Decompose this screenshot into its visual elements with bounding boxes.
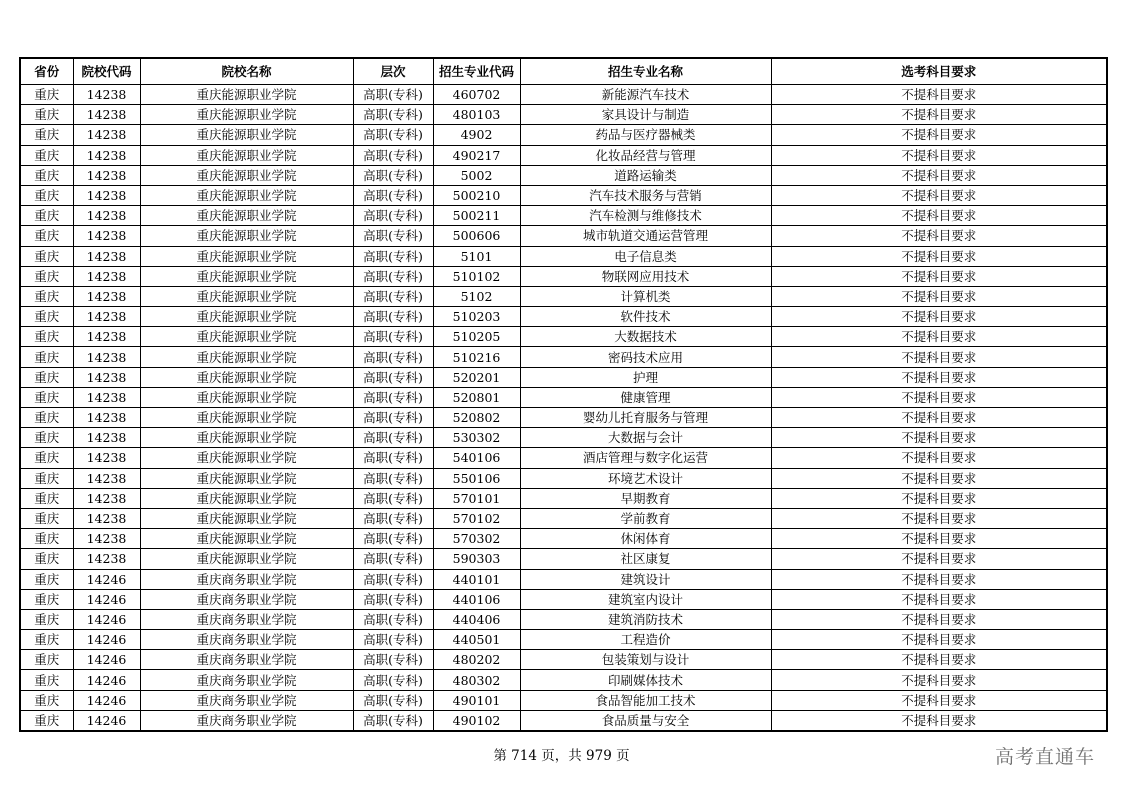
cell-subject-requirement: 不提科目要求 [771, 145, 1107, 165]
cell-school-code: 14238 [73, 165, 140, 185]
table-row [20, 246, 1107, 266]
cell-major-name: 软件技术 [520, 307, 771, 327]
cell-level: 高职(专科) [353, 307, 433, 327]
header-school-code: 院校代码 [73, 58, 140, 85]
cell-subject-requirement: 不提科目要求 [771, 670, 1107, 690]
table-row [20, 367, 1107, 387]
cell-major-code: 480302 [433, 670, 520, 690]
cell-school-code: 14246 [73, 609, 140, 629]
cell-school-name: 重庆能源职业学院 [140, 286, 353, 306]
cell-major-code: 550106 [433, 468, 520, 488]
cell-major-name: 大数据与会计 [520, 428, 771, 448]
cell-major-code: 5101 [433, 246, 520, 266]
cell-major-name: 建筑室内设计 [520, 589, 771, 609]
cell-subject-requirement: 不提科目要求 [771, 307, 1107, 327]
cell-school-code: 14246 [73, 589, 140, 609]
cell-province: 重庆 [20, 307, 73, 327]
cell-province: 重庆 [20, 367, 73, 387]
cell-school-code: 14238 [73, 125, 140, 145]
table-row [20, 650, 1107, 670]
cell-school-code: 14238 [73, 529, 140, 549]
cell-major-name: 婴幼儿托育服务与管理 [520, 408, 771, 428]
admissions-table [19, 57, 1108, 732]
cell-major-name: 电子信息类 [520, 246, 771, 266]
cell-school-code: 14238 [73, 428, 140, 448]
cell-major-name: 城市轨道交通运营管理 [520, 226, 771, 246]
cell-province: 重庆 [20, 448, 73, 468]
cell-major-name: 社区康复 [520, 549, 771, 569]
table-row [20, 468, 1107, 488]
cell-school-name: 重庆能源职业学院 [140, 165, 353, 185]
cell-level: 高职(专科) [353, 448, 433, 468]
cell-school-code: 14238 [73, 286, 140, 306]
cell-major-name: 计算机类 [520, 286, 771, 306]
cell-school-name: 重庆能源职业学院 [140, 307, 353, 327]
table-row [20, 145, 1107, 165]
cell-subject-requirement: 不提科目要求 [771, 609, 1107, 629]
cell-school-code: 14238 [73, 448, 140, 468]
cell-school-code: 14238 [73, 408, 140, 428]
table-row [20, 549, 1107, 569]
cell-level: 高职(专科) [353, 710, 433, 731]
cell-school-code: 14238 [73, 347, 140, 367]
cell-major-name: 汽车检测与维修技术 [520, 206, 771, 226]
cell-school-name: 重庆能源职业学院 [140, 488, 353, 508]
cell-major-code: 510102 [433, 266, 520, 286]
cell-school-name: 重庆能源职业学院 [140, 529, 353, 549]
cell-school-name: 重庆能源职业学院 [140, 549, 353, 569]
table-row [20, 690, 1107, 710]
table-row [20, 387, 1107, 407]
cell-level: 高职(专科) [353, 367, 433, 387]
cell-province: 重庆 [20, 589, 73, 609]
table-row [20, 347, 1107, 367]
cell-school-code: 14246 [73, 690, 140, 710]
cell-school-name: 重庆能源职业学院 [140, 226, 353, 246]
cell-school-name: 重庆商务职业学院 [140, 589, 353, 609]
cell-subject-requirement: 不提科目要求 [771, 690, 1107, 710]
cell-school-code: 14238 [73, 185, 140, 205]
cell-province: 重庆 [20, 630, 73, 650]
cell-school-name: 重庆能源职业学院 [140, 408, 353, 428]
table-row [20, 670, 1107, 690]
cell-major-code: 520801 [433, 387, 520, 407]
cell-subject-requirement: 不提科目要求 [771, 650, 1107, 670]
cell-major-code: 570102 [433, 508, 520, 528]
cell-school-code: 14238 [73, 206, 140, 226]
cell-subject-requirement: 不提科目要求 [771, 408, 1107, 428]
cell-major-code: 510205 [433, 327, 520, 347]
cell-major-name: 护理 [520, 367, 771, 387]
cell-level: 高职(专科) [353, 246, 433, 266]
cell-major-name: 建筑设计 [520, 569, 771, 589]
cell-major-name: 汽车技术服务与营销 [520, 185, 771, 205]
cell-major-code: 4902 [433, 125, 520, 145]
cell-school-name: 重庆能源职业学院 [140, 206, 353, 226]
cell-major-code: 500211 [433, 206, 520, 226]
cell-major-name: 环境艺术设计 [520, 468, 771, 488]
header-school-name: 院校名称 [140, 58, 353, 85]
cell-major-name: 健康管理 [520, 387, 771, 407]
cell-province: 重庆 [20, 85, 73, 105]
cell-province: 重庆 [20, 125, 73, 145]
cell-level: 高职(专科) [353, 468, 433, 488]
cell-major-name: 早期教育 [520, 488, 771, 508]
cell-province: 重庆 [20, 569, 73, 589]
cell-subject-requirement: 不提科目要求 [771, 549, 1107, 569]
cell-subject-requirement: 不提科目要求 [771, 246, 1107, 266]
cell-school-name: 重庆能源职业学院 [140, 468, 353, 488]
cell-major-name: 印刷媒体技术 [520, 670, 771, 690]
cell-school-name: 重庆商务职业学院 [140, 650, 353, 670]
cell-province: 重庆 [20, 690, 73, 710]
cell-major-name: 密码技术应用 [520, 347, 771, 367]
table-row [20, 428, 1107, 448]
cell-subject-requirement: 不提科目要求 [771, 367, 1107, 387]
watermark-logo-text: 高考直通车 [994, 746, 1095, 768]
cell-major-code: 520802 [433, 408, 520, 428]
cell-major-name: 化妆品经营与管理 [520, 145, 771, 165]
cell-school-name: 重庆能源职业学院 [140, 448, 353, 468]
cell-school-code: 14246 [73, 630, 140, 650]
cell-province: 重庆 [20, 549, 73, 569]
cell-level: 高职(专科) [353, 185, 433, 205]
cell-major-name: 新能源汽车技术 [520, 85, 771, 105]
table-body [20, 85, 1107, 732]
table-header-row [20, 58, 1107, 85]
cell-level: 高职(专科) [353, 125, 433, 145]
cell-subject-requirement: 不提科目要求 [771, 630, 1107, 650]
cell-school-name: 重庆能源职业学院 [140, 367, 353, 387]
cell-province: 重庆 [20, 710, 73, 731]
table-row [20, 286, 1107, 306]
cell-major-name: 建筑消防技术 [520, 609, 771, 629]
table-row [20, 105, 1107, 125]
cell-level: 高职(专科) [353, 266, 433, 286]
cell-major-code: 590303 [433, 549, 520, 569]
table-row [20, 165, 1107, 185]
cell-level: 高职(专科) [353, 408, 433, 428]
cell-level: 高职(专科) [353, 145, 433, 165]
cell-school-code: 14238 [73, 85, 140, 105]
cell-subject-requirement: 不提科目要求 [771, 448, 1107, 468]
cell-school-name: 重庆能源职业学院 [140, 428, 353, 448]
cell-major-code: 490102 [433, 710, 520, 731]
table-row [20, 185, 1107, 205]
cell-subject-requirement: 不提科目要求 [771, 468, 1107, 488]
cell-major-code: 490101 [433, 690, 520, 710]
cell-subject-requirement: 不提科目要求 [771, 710, 1107, 731]
cell-province: 重庆 [20, 145, 73, 165]
cell-school-code: 14238 [73, 549, 140, 569]
cell-province: 重庆 [20, 609, 73, 629]
cell-subject-requirement: 不提科目要求 [771, 508, 1107, 528]
cell-school-name: 重庆能源职业学院 [140, 266, 353, 286]
table-row [20, 125, 1107, 145]
cell-major-name: 药品与医疗器械类 [520, 125, 771, 145]
cell-subject-requirement: 不提科目要求 [771, 327, 1107, 347]
cell-level: 高职(专科) [353, 650, 433, 670]
cell-level: 高职(专科) [353, 387, 433, 407]
cell-major-code: 520201 [433, 367, 520, 387]
cell-subject-requirement: 不提科目要求 [771, 125, 1107, 145]
cell-level: 高职(专科) [353, 165, 433, 185]
cell-major-code: 440106 [433, 589, 520, 609]
cell-school-name: 重庆能源职业学院 [140, 105, 353, 125]
table-row [20, 569, 1107, 589]
header-level: 层次 [353, 58, 433, 85]
cell-major-code: 5102 [433, 286, 520, 306]
cell-school-name: 重庆能源职业学院 [140, 327, 353, 347]
cell-school-name: 重庆能源职业学院 [140, 85, 353, 105]
cell-major-code: 540106 [433, 448, 520, 468]
cell-province: 重庆 [20, 387, 73, 407]
cell-major-code: 480103 [433, 105, 520, 125]
cell-major-code: 5002 [433, 165, 520, 185]
cell-major-name: 工程造价 [520, 630, 771, 650]
cell-school-name: 重庆商务职业学院 [140, 670, 353, 690]
cell-school-code: 14238 [73, 246, 140, 266]
cell-major-code: 460702 [433, 85, 520, 105]
cell-school-code: 14246 [73, 650, 140, 670]
cell-subject-requirement: 不提科目要求 [771, 105, 1107, 125]
cell-school-code: 14238 [73, 367, 140, 387]
cell-province: 重庆 [20, 529, 73, 549]
cell-school-code: 14246 [73, 710, 140, 731]
cell-school-name: 重庆能源职业学院 [140, 347, 353, 367]
cell-major-name: 物联网应用技术 [520, 266, 771, 286]
cell-province: 重庆 [20, 246, 73, 266]
cell-school-code: 14238 [73, 508, 140, 528]
cell-school-code: 14238 [73, 488, 140, 508]
cell-major-name: 酒店管理与数字化运营 [520, 448, 771, 468]
cell-subject-requirement: 不提科目要求 [771, 428, 1107, 448]
cell-school-name: 重庆能源职业学院 [140, 185, 353, 205]
cell-school-name: 重庆商务职业学院 [140, 630, 353, 650]
table-row [20, 529, 1107, 549]
page-number: 第 714 页，共 979 页 [493, 748, 630, 764]
cell-major-code: 440501 [433, 630, 520, 650]
cell-province: 重庆 [20, 650, 73, 670]
cell-school-code: 14246 [73, 569, 140, 589]
cell-school-name: 重庆能源职业学院 [140, 145, 353, 165]
cell-school-code: 14238 [73, 105, 140, 125]
cell-level: 高职(专科) [353, 347, 433, 367]
cell-school-name: 重庆能源职业学院 [140, 125, 353, 145]
table-row [20, 508, 1107, 528]
cell-province: 重庆 [20, 670, 73, 690]
cell-province: 重庆 [20, 468, 73, 488]
cell-level: 高职(专科) [353, 428, 433, 448]
cell-major-code: 490217 [433, 145, 520, 165]
cell-major-code: 440406 [433, 609, 520, 629]
cell-school-name: 重庆商务职业学院 [140, 690, 353, 710]
table-row [20, 307, 1107, 327]
cell-major-name: 食品质量与安全 [520, 710, 771, 731]
cell-province: 重庆 [20, 206, 73, 226]
cell-subject-requirement: 不提科目要求 [771, 347, 1107, 367]
cell-province: 重庆 [20, 508, 73, 528]
cell-major-code: 510203 [433, 307, 520, 327]
cell-major-code: 530302 [433, 428, 520, 448]
cell-province: 重庆 [20, 347, 73, 367]
cell-subject-requirement: 不提科目要求 [771, 165, 1107, 185]
cell-school-name: 重庆商务职业学院 [140, 710, 353, 731]
cell-major-name: 休闲体育 [520, 529, 771, 549]
cell-major-code: 570101 [433, 488, 520, 508]
cell-subject-requirement: 不提科目要求 [771, 266, 1107, 286]
cell-school-code: 14238 [73, 387, 140, 407]
cell-province: 重庆 [20, 105, 73, 125]
cell-school-name: 重庆能源职业学院 [140, 246, 353, 266]
cell-level: 高职(专科) [353, 609, 433, 629]
cell-subject-requirement: 不提科目要求 [771, 387, 1107, 407]
cell-province: 重庆 [20, 428, 73, 448]
cell-major-code: 510216 [433, 347, 520, 367]
table-row [20, 488, 1107, 508]
cell-school-code: 14238 [73, 327, 140, 347]
cell-level: 高职(专科) [353, 327, 433, 347]
cell-major-code: 500606 [433, 226, 520, 246]
cell-province: 重庆 [20, 327, 73, 347]
cell-major-name: 学前教育 [520, 508, 771, 528]
table-row [20, 630, 1107, 650]
cell-level: 高职(专科) [353, 85, 433, 105]
cell-major-name: 包装策划与设计 [520, 650, 771, 670]
table-row [20, 448, 1107, 468]
cell-province: 重庆 [20, 165, 73, 185]
cell-province: 重庆 [20, 488, 73, 508]
cell-province: 重庆 [20, 408, 73, 428]
cell-school-code: 14246 [73, 670, 140, 690]
cell-subject-requirement: 不提科目要求 [771, 488, 1107, 508]
cell-subject-requirement: 不提科目要求 [771, 226, 1107, 246]
cell-major-code: 440101 [433, 569, 520, 589]
cell-school-code: 14238 [73, 226, 140, 246]
header-province: 省份 [20, 58, 73, 85]
cell-school-code: 14238 [73, 307, 140, 327]
cell-school-name: 重庆能源职业学院 [140, 508, 353, 528]
cell-level: 高职(专科) [353, 589, 433, 609]
cell-major-code: 480202 [433, 650, 520, 670]
cell-major-name: 大数据技术 [520, 327, 771, 347]
table-row [20, 710, 1107, 731]
cell-school-name: 重庆商务职业学院 [140, 569, 353, 589]
cell-school-code: 14238 [73, 145, 140, 165]
table-row [20, 609, 1107, 629]
table-row [20, 266, 1107, 286]
cell-level: 高职(专科) [353, 529, 433, 549]
header-major-name: 招生专业名称 [520, 58, 771, 85]
table-row [20, 589, 1107, 609]
cell-level: 高职(专科) [353, 569, 433, 589]
cell-subject-requirement: 不提科目要求 [771, 529, 1107, 549]
cell-major-name: 食品智能加工技术 [520, 690, 771, 710]
cell-major-name: 家具设计与制造 [520, 105, 771, 125]
cell-level: 高职(专科) [353, 105, 433, 125]
cell-level: 高职(专科) [353, 670, 433, 690]
cell-level: 高职(专科) [353, 690, 433, 710]
cell-major-code: 570302 [433, 529, 520, 549]
cell-level: 高职(专科) [353, 549, 433, 569]
cell-level: 高职(专科) [353, 630, 433, 650]
header-major-code: 招生专业代码 [433, 58, 520, 85]
cell-major-code: 500210 [433, 185, 520, 205]
header-subject-requirement: 选考科目要求 [771, 58, 1107, 85]
cell-subject-requirement: 不提科目要求 [771, 589, 1107, 609]
cell-level: 高职(专科) [353, 226, 433, 246]
cell-school-code: 14238 [73, 468, 140, 488]
cell-province: 重庆 [20, 226, 73, 246]
cell-province: 重庆 [20, 185, 73, 205]
cell-school-code: 14238 [73, 266, 140, 286]
cell-level: 高职(专科) [353, 206, 433, 226]
cell-level: 高职(专科) [353, 488, 433, 508]
cell-major-name: 道路运输类 [520, 165, 771, 185]
table-row [20, 85, 1107, 105]
cell-province: 重庆 [20, 266, 73, 286]
admissions-table-container [19, 57, 1106, 732]
cell-province: 重庆 [20, 286, 73, 306]
cell-level: 高职(专科) [353, 508, 433, 528]
cell-subject-requirement: 不提科目要求 [771, 185, 1107, 205]
table-row [20, 206, 1107, 226]
cell-subject-requirement: 不提科目要求 [771, 85, 1107, 105]
cell-subject-requirement: 不提科目要求 [771, 569, 1107, 589]
table-row [20, 408, 1107, 428]
cell-subject-requirement: 不提科目要求 [771, 206, 1107, 226]
cell-subject-requirement: 不提科目要求 [771, 286, 1107, 306]
cell-level: 高职(专科) [353, 286, 433, 306]
table-row [20, 327, 1107, 347]
table-row [20, 226, 1107, 246]
cell-school-name: 重庆能源职业学院 [140, 387, 353, 407]
cell-school-name: 重庆商务职业学院 [140, 609, 353, 629]
